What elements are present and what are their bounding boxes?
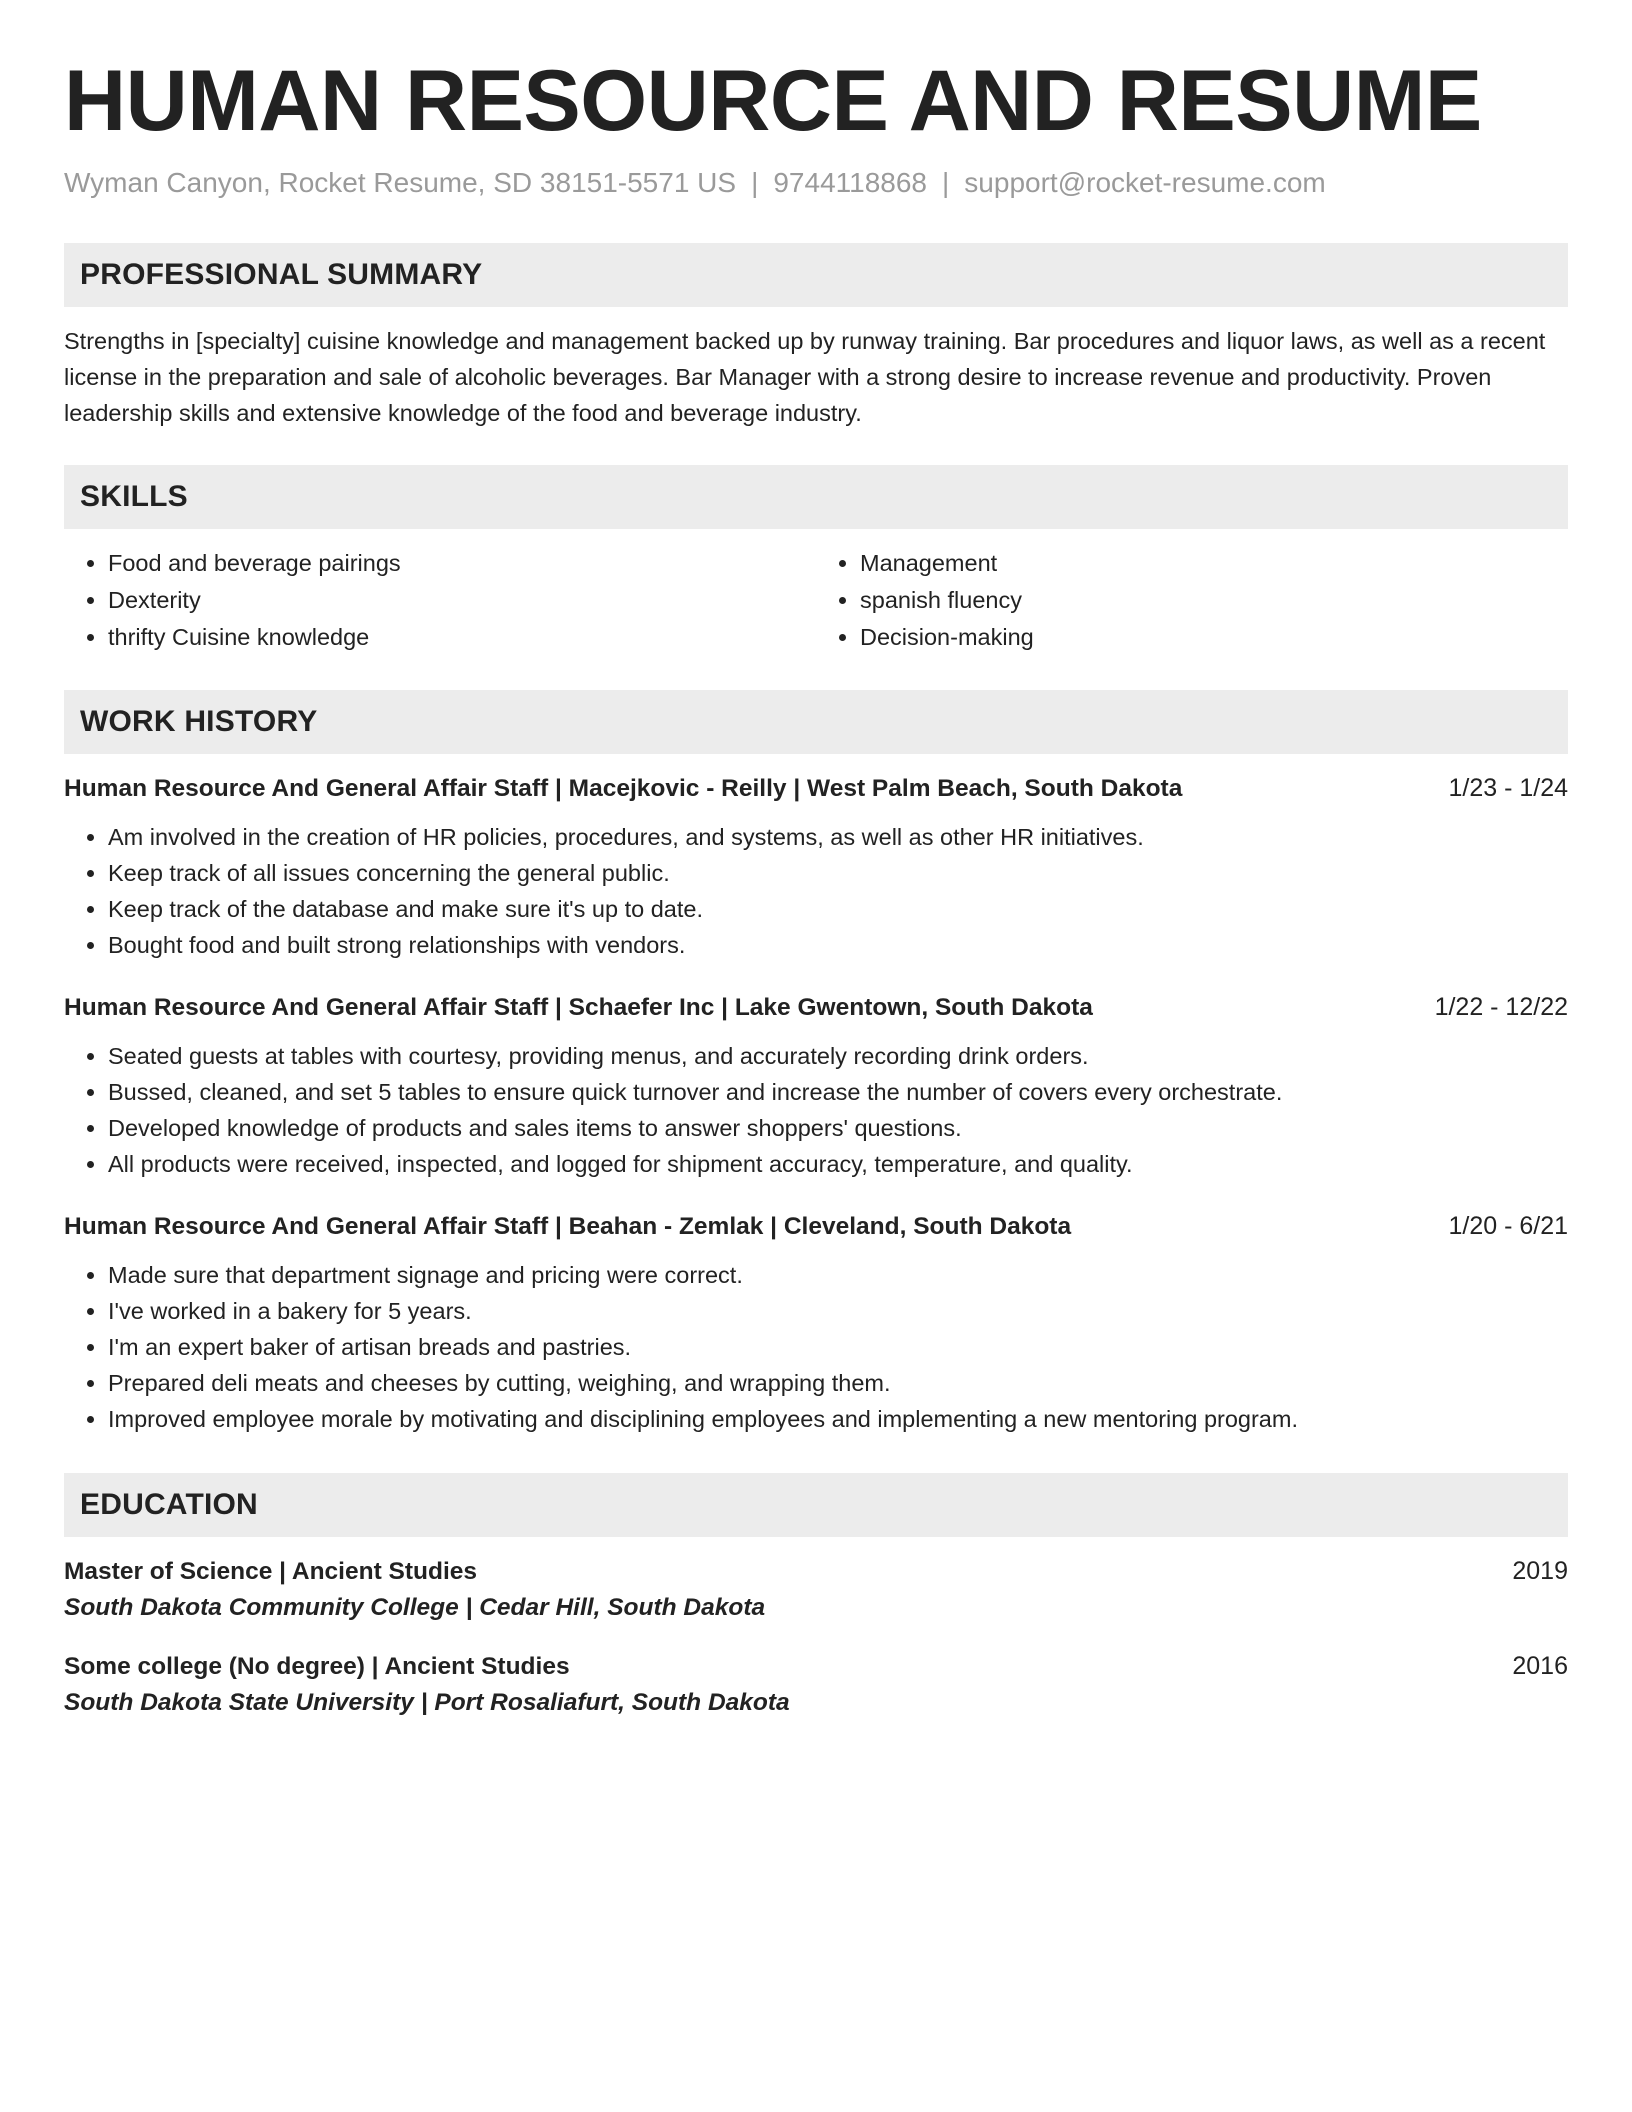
skill-item: • Dexterity [108,582,816,619]
education-degree: Master of Science | Ancient Studies [64,1557,478,1585]
job-title: Human Resource And General Affair Staff | Schaefer Inc | Lake Gwentown, South Dakota [64,993,1093,1021]
summary-section [64,243,1568,431]
job-bullet: • Bussed, cleaned, and set 5 tables to ensure quick turnover and increase the number of covers every orchestrate. [108,1074,1568,1110]
skills-list-right [816,545,1568,656]
job-bullets [64,1038,1568,1182]
job-header [64,993,1568,1022]
job-bullet: • I'm an expert baker of artisan breads and pastries. [108,1329,1568,1365]
education-heading: EDUCATION [64,1473,1568,1537]
education-school: South Dakota Community College | Cedar Hill, South Dakota [64,1593,766,1621]
job-bullet: • Developed knowledge of products and sales items to answer shoppers' questions. [108,1110,1568,1146]
job-bullet: • Bought food and built strong relationships with vendors. [108,927,1568,963]
job-header [64,1212,1568,1241]
skills-list-left [64,545,816,656]
education-entry [64,1557,1568,1622]
job-entry [64,993,1568,1182]
education-entry [64,1652,1568,1717]
work-heading: WORK HISTORY [64,690,1568,754]
job-title: Human Resource And General Affair Staff | Macejkovic - Reilly | West Palm Beach, South Dakota [64,774,1183,802]
contact-line [64,167,1568,199]
job-dates: 1/20 - 6/21 [1448,1211,1568,1240]
education-year: 2016 [1512,1651,1568,1680]
skills-section [64,465,1568,656]
job-bullet: • Keep track of all issues concerning the general public. [108,855,1568,891]
job-bullet: • Seated guests at tables with courtesy, providing menus, and accurately recording drink orders. [108,1038,1568,1074]
job-bullets [64,1257,1568,1437]
summary-heading: PROFESSIONAL SUMMARY [64,243,1568,307]
job-dates: 1/23 - 1/24 [1448,773,1568,802]
job-entry [64,1212,1568,1437]
education-year: 2019 [1512,1556,1568,1585]
resume-name: HUMAN RESOURCE AND RESUME [64,53,1482,149]
job-bullet: • I've worked in a bakery for 5 years. [108,1293,1568,1329]
education-header [64,1652,1568,1681]
job-entry [64,774,1568,963]
education-header [64,1557,1568,1586]
job-bullet: • Prepared deli meats and cheeses by cutting, weighing, and wrapping them. [108,1365,1568,1401]
job-bullet: • All products were received, inspected, and logged for shipment accuracy, temperature, and quality. [108,1146,1568,1182]
job-title: Human Resource And General Affair Staff | Beahan - Zemlak | Cleveland, South Dakota [64,1212,1072,1240]
job-bullet: • Improved employee morale by motivating and disciplining employees and implementing a new mentoring program. [108,1401,1568,1437]
contact-separator: | [751,166,759,198]
work-section [64,690,1568,1437]
skill-item: • Management [860,545,1568,582]
job-bullet: • Keep track of the database and make sure it's up to date. [108,891,1568,927]
job-dates: 1/22 - 12/22 [1434,992,1568,1021]
contact-email[interactable]: support@rocket-resume.com [964,166,1326,198]
skill-item: • Decision-making [860,619,1568,656]
education-school: South Dakota State University | Port Rosaliafurt, South Dakota [64,1688,790,1716]
contact-phone: 9744118868 [773,166,928,198]
job-bullets [64,819,1568,963]
education-section [64,1473,1568,1717]
contact-separator: | [942,166,950,198]
skill-item: • spanish fluency [860,582,1568,619]
skill-item: • thrifty Cuisine knowledge [108,619,816,656]
skills-heading: SKILLS [64,465,1568,529]
job-bullet: • Am involved in the creation of HR policies, procedures, and systems, as well as other HR initiatives. [108,819,1568,855]
summary-text: Strengths in [specialty] cuisine knowledge and management backed up by runway training. Bar procedures and liquor laws, as well as a recent license in the preparation and sale of alcoholic beverages. Bar Manager with a strong desire to increase revenue and productivity. Proven leadership skills and extensive knowledge of the food and beverage industry. [64,327,1546,426]
skills-columns [64,545,1568,656]
education-degree: Some college (No degree) | Ancient Studies [64,1652,570,1680]
job-header [64,774,1568,803]
skill-item: • Food and beverage pairings [108,545,816,582]
job-bullet: • Made sure that department signage and pricing were correct. [108,1257,1568,1293]
contact-address: Wyman Canyon, Rocket Resume, SD 38151-5571 US [64,166,737,198]
